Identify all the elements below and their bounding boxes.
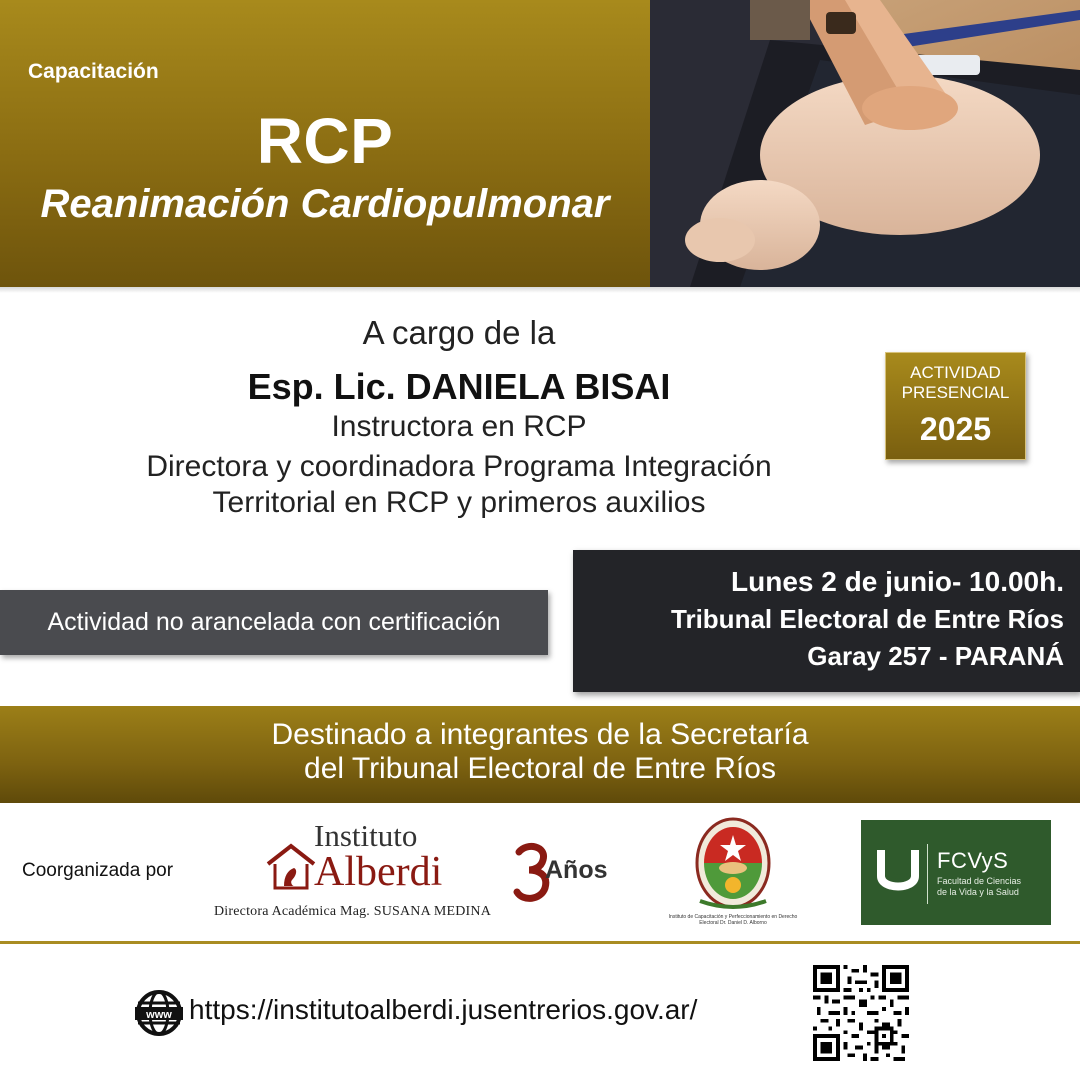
- escudo-caption: Instituto de Capacitación y Perfeccionamiento en Derecho Electoral Dr. Daniel D. Alborno: [668, 914, 798, 926]
- fcvys-desc-line-1: Facultad de Ciencias: [937, 876, 1022, 886]
- event-date-time: Lunes 2 de junio- 10.00h.: [731, 566, 1064, 597]
- kicker: Capacitación: [28, 60, 159, 83]
- header-shadow: [0, 287, 1080, 293]
- website-link[interactable]: https://institutoalberdi.jusentrerios.gov.ar/: [189, 994, 698, 1025]
- instituto-alberdi-logo: [262, 818, 472, 898]
- instructor-role-1: Instructora en RCP: [331, 410, 587, 443]
- badge-line-2: PRESENCIAL: [901, 383, 1010, 402]
- cpr-training-photo: [650, 0, 1080, 287]
- fcvys-description: [937, 876, 1021, 898]
- activity-badge: [885, 352, 1026, 460]
- fcvys-divider: [927, 844, 928, 904]
- event-venue: Tribunal Electoral de Entre Ríos: [671, 604, 1064, 634]
- header: [0, 0, 1080, 287]
- fcvys-desc-line-2: de la Vida y la Salud: [937, 887, 1019, 897]
- free-notice: [0, 590, 548, 655]
- event-details: [573, 550, 1080, 692]
- audience-band: [0, 706, 1080, 803]
- alberdi-house-icon: [266, 842, 316, 894]
- event-address: Garay 257 - PARANÁ: [807, 641, 1064, 671]
- directora-academica: Directora Académica Mag. SUSANA MEDINA: [214, 904, 492, 919]
- badge-line-1: ACTIVIDAD: [910, 363, 1001, 382]
- qr-code-icon[interactable]: [813, 965, 909, 1061]
- escudo-logo: [690, 813, 776, 913]
- free-notice-text: Actividad no arancelada con certificación: [47, 608, 501, 636]
- instructor-intro: A cargo de la: [362, 314, 556, 351]
- instructor-role-3: Territorial en RCP y primeros auxilios: [212, 486, 706, 519]
- www-label: www: [146, 1009, 172, 1021]
- page-subtitle: Reanimación Cardiopulmonar: [40, 182, 610, 226]
- header-title-panel: [0, 0, 650, 287]
- instructor-role-2: Directora y coordinadora Programa Integración: [146, 450, 772, 483]
- coorganized-label: Coorganizada por: [22, 860, 174, 881]
- www-globe-icon: [135, 989, 183, 1037]
- gold-divider: [0, 941, 1080, 944]
- 30-anios-logo: [513, 838, 623, 908]
- fcvys-name: FCVyS: [937, 848, 1009, 873]
- alberdi-word-1: Instituto: [314, 818, 418, 853]
- instructor-name: Esp. Lic. DANIELA BISAI: [247, 366, 671, 407]
- fcvys-u-icon: [877, 846, 919, 898]
- page-title: RCP: [256, 105, 394, 177]
- audience-line-2: del Tribunal Electoral de Entre Ríos: [304, 752, 776, 785]
- anios-text: Años: [545, 856, 608, 884]
- escudo-icon: [690, 813, 776, 913]
- alberdi-word-2: Alberdi: [314, 849, 443, 895]
- fcvys-logo: [861, 820, 1051, 925]
- audience-line-1: Destinado a integrantes de la Secretaría: [271, 718, 809, 751]
- badge-year: 2025: [919, 411, 992, 447]
